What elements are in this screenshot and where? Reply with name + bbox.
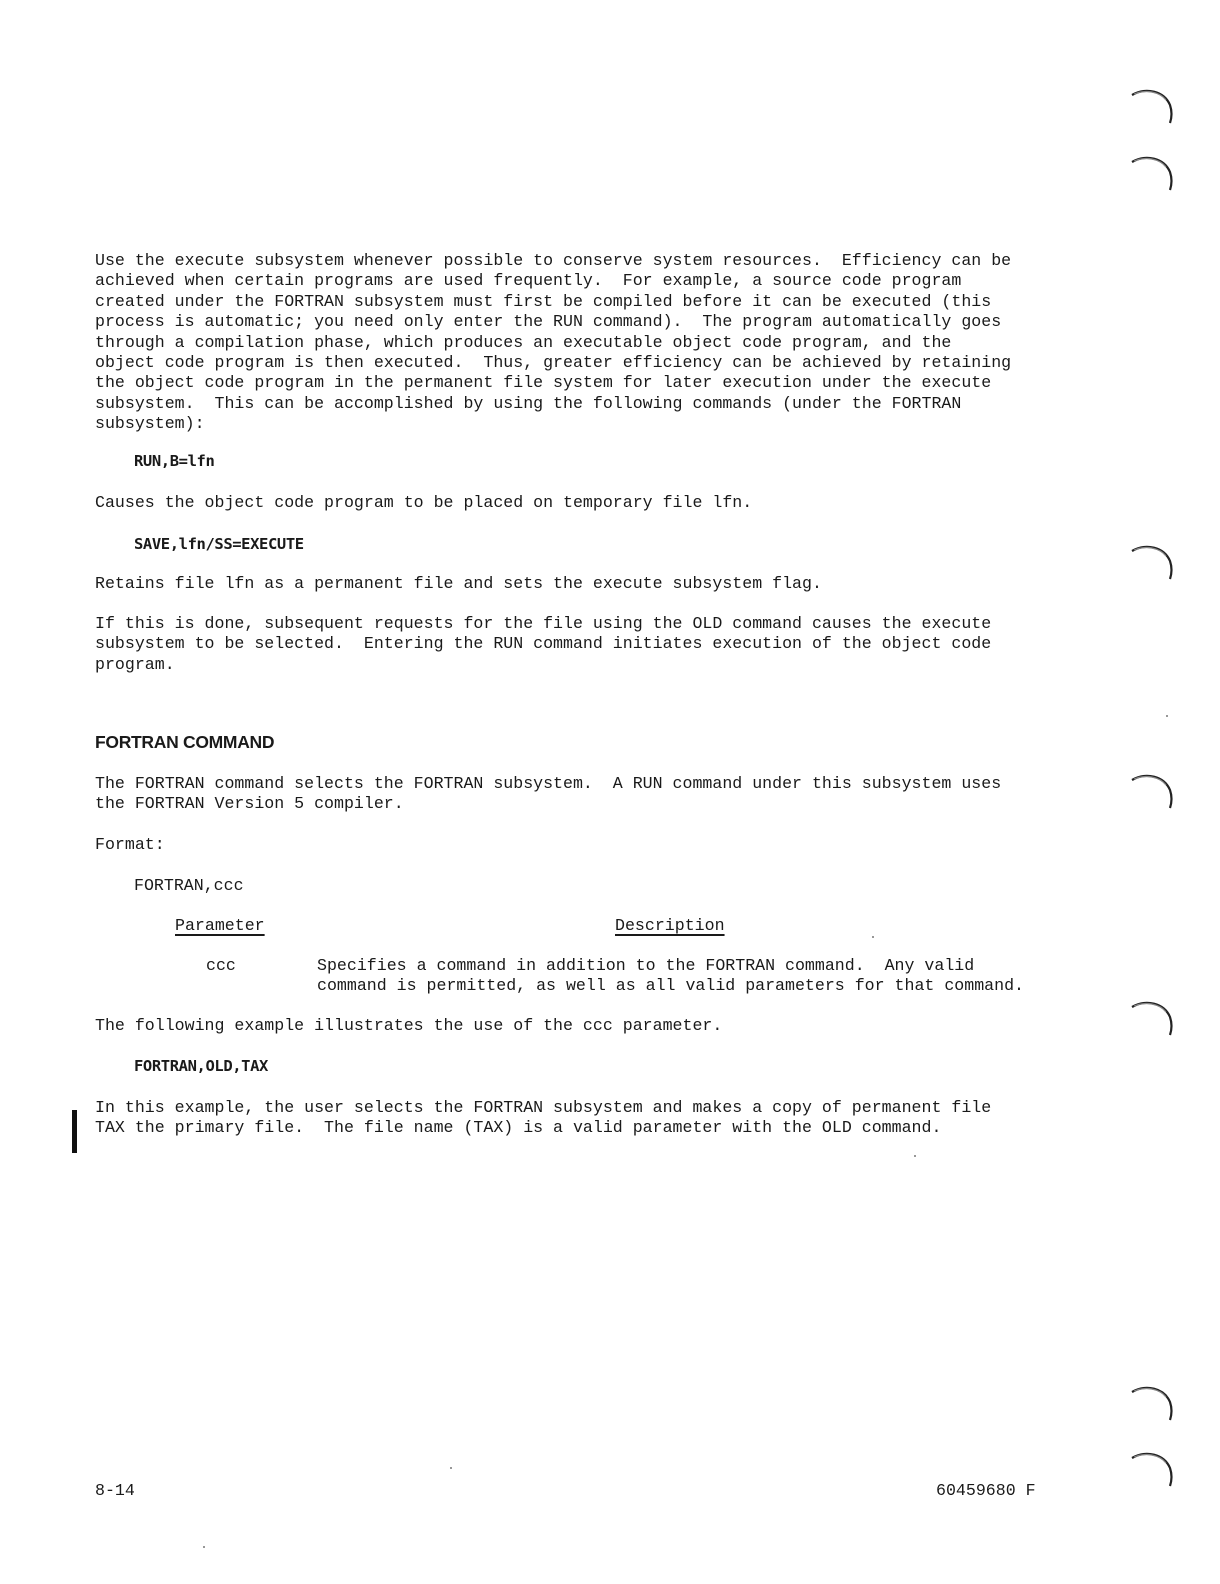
- scan-speck: [914, 1155, 916, 1157]
- footer-page-number: 8-14: [95, 1481, 135, 1500]
- run-command-description: Causes the object code program to be placed on temporary file lfn.: [95, 493, 753, 512]
- example-explanation-paragraph: In this example, the user selects the FORTRAN subsystem and makes a copy of permanent file TAX the primary file. The file name (TAX) is a valid parameter with the OLD command.: [95, 1098, 992, 1138]
- footer-document-number: 60459680 F: [936, 1481, 1036, 1500]
- format-syntax: FORTRAN,ccc: [134, 876, 244, 895]
- table-header-parameter: Parameter: [175, 916, 265, 935]
- table-cell-description: Specifies a command in addition to the FORTRAN command. Any valid command is permitted, as well as all valid parameters for that command.: [317, 956, 1025, 996]
- old-command-paragraph: If this is done, subsequent requests for the file using the OLD command causes the execute subsystem to be selected. Entering the RUN command initiates execution of the object code program.: [95, 614, 992, 674]
- section-intro-paragraph: The FORTRAN command selects the FORTRAN subsystem. A RUN command under this subsystem uses the FORTRAN Version 5 compiler.: [95, 774, 1002, 814]
- binder-hole-mark-2: [1126, 152, 1176, 194]
- binder-hole-mark-3: [1126, 541, 1176, 583]
- format-label: Format:: [95, 835, 165, 854]
- binder-hole-mark-6: [1126, 1382, 1176, 1424]
- scan-speck: [872, 936, 874, 938]
- scan-speck: [450, 1467, 452, 1469]
- section-heading: FORTRAN COMMAND: [95, 732, 275, 752]
- save-command-description: Retains file lfn as a permanent file and sets the execute subsystem flag.: [95, 574, 822, 593]
- intro-paragraph: Use the execute subsystem whenever possible to conserve system resources. Efficiency can be achieved when certain programs are used frequently. For example, a source code program created under the FORTRAN subsystem must first be compiled before it can be executed (this process is automatic; you need only enter the RUN command). The program automatically goes through a compilation phase, which produces an executable object code program, and the object code program is then executed. Thus, greater efficiency can be achieved by retaining the object code program in the permanent file system for later execution under the execute subsystem. This can be accomplished by using the following commands (under the FORTRAN subsystem):: [95, 251, 1012, 434]
- scan-speck: [203, 1546, 205, 1548]
- example-command-syntax: FORTRAN,OLD,TAX: [134, 1057, 268, 1075]
- scan-speck: [1166, 715, 1168, 717]
- binder-hole-mark-1: [1126, 85, 1176, 127]
- binder-hole-mark-7: [1126, 1448, 1176, 1490]
- binder-hole-mark-4: [1126, 770, 1176, 812]
- run-command-syntax: RUN,B=lfn: [134, 452, 215, 470]
- binder-hole-mark-5: [1126, 997, 1176, 1039]
- table-cell-parameter: ccc: [206, 956, 236, 975]
- table-header-description: Description: [615, 916, 725, 935]
- save-command-syntax: SAVE,lfn/SS=EXECUTE: [134, 535, 304, 553]
- revision-change-bar: [72, 1110, 77, 1153]
- example-intro-paragraph: The following example illustrates the use of the ccc parameter.: [95, 1016, 723, 1035]
